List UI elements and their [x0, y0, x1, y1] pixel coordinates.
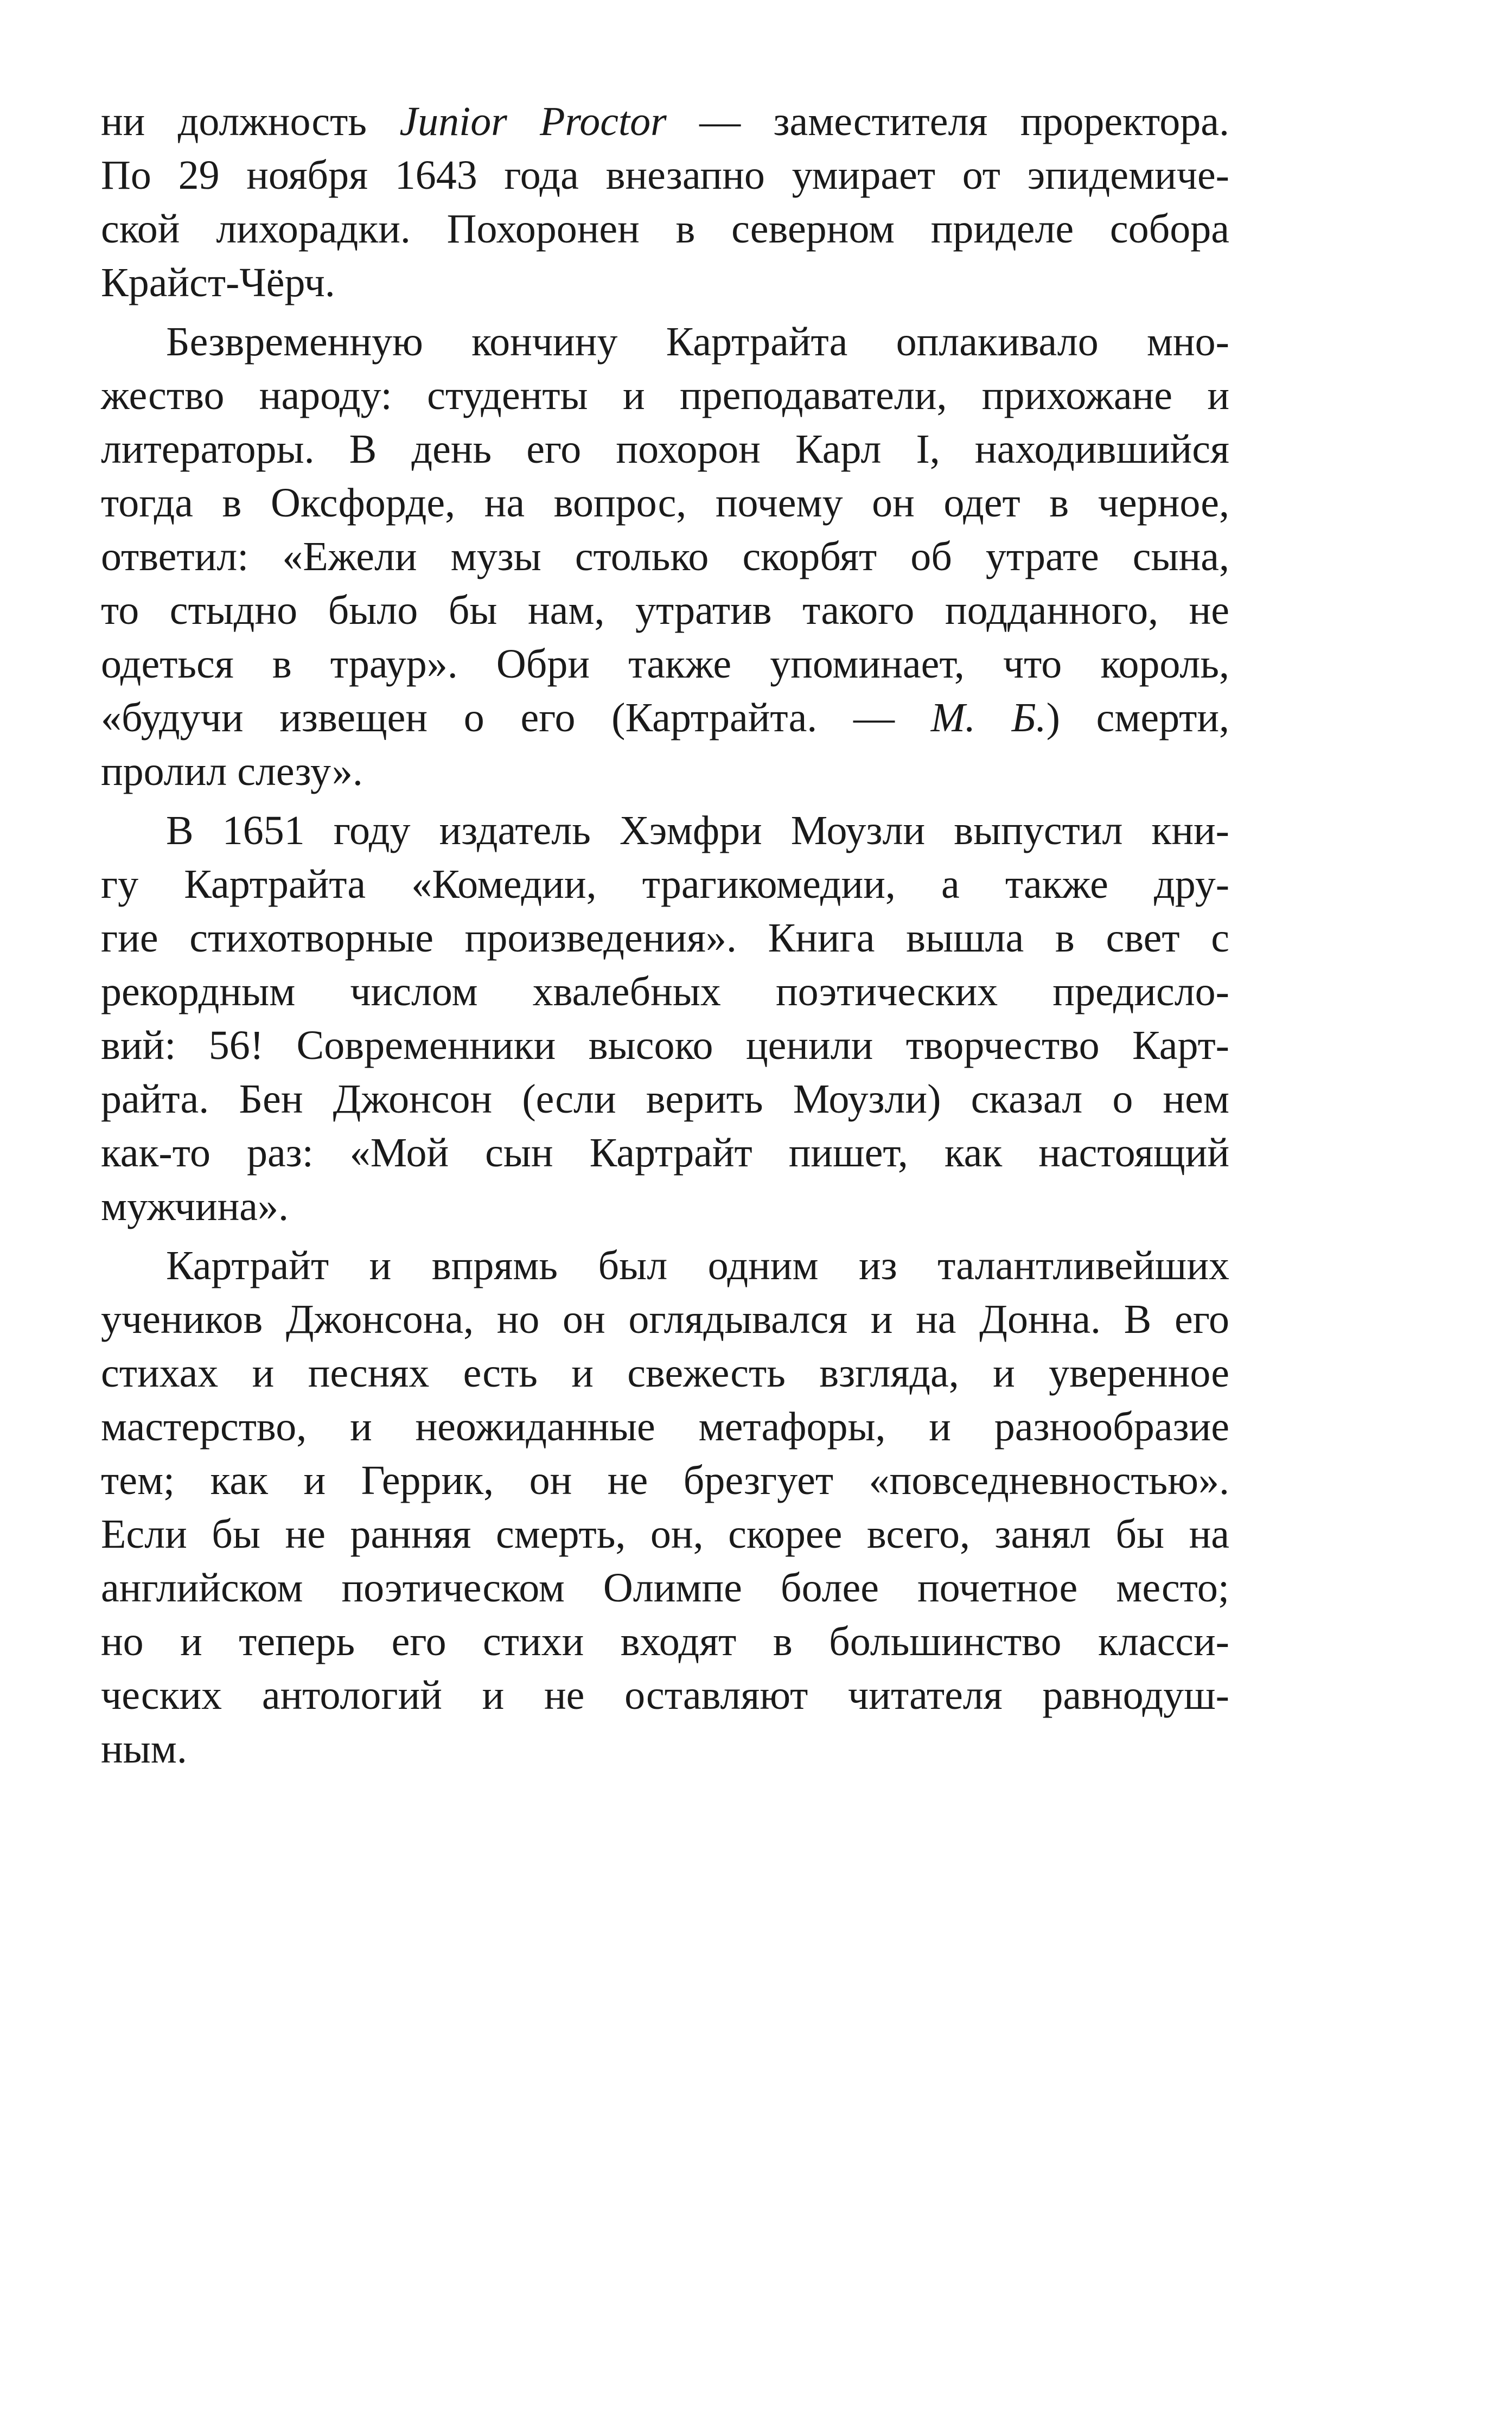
text-line: Крайст-Чёрч.	[101, 260, 335, 305]
text-line: пролил слезу».	[101, 749, 363, 794]
page-text	[101, 95, 1229, 1776]
paragraph	[101, 804, 1229, 1234]
paragraph	[101, 1239, 1229, 1776]
paragraph	[101, 95, 1229, 310]
text-line: литераторы. В день его похорон Карл I, находившийся	[101, 426, 1229, 472]
text-line: ни должность Junior Proctor — заместителя проректора.	[101, 99, 1229, 144]
text-line: ответил: «Ежели музы столько скорбят об утрате сына,	[101, 534, 1229, 579]
text-line: английском поэтическом Олимпе более почетное место;	[101, 1565, 1229, 1611]
text-line: ческих антологий и не оставляют читателя равнодуш-	[101, 1672, 1229, 1718]
text-line: Безвременную кончину Картрайта оплакивало мно-	[166, 319, 1229, 365]
text-line: жество народу: студенты и преподаватели, прихожане и	[101, 373, 1229, 418]
text-line: ской лихорадки. Похоронен в северном приделе собора	[101, 206, 1229, 252]
text-line: мужчина».	[101, 1184, 289, 1229]
text-line: как-то раз: «Мой сын Картрайт пишет, как настоящий	[101, 1130, 1229, 1176]
text-line: одеться в траур». Обри также упоминает, что король,	[101, 641, 1229, 687]
text-line: вий: 56! Современники высоко ценили творчество Карт-	[101, 1023, 1229, 1068]
emphasis: Junior Proctor	[399, 99, 667, 144]
text-line: Картрайт и впрямь был одним из талантливейших	[166, 1243, 1229, 1288]
text-line: тогда в Оксфорде, на вопрос, почему он одет в черное,	[101, 480, 1229, 526]
emphasis: М. Б.	[930, 695, 1047, 741]
text-line: мастерство, и неожиданные метафоры, и разнообразие	[101, 1404, 1229, 1450]
text-line: стихах и песнях есть и свежесть взгляда, и уверенное	[101, 1350, 1229, 1396]
text-line: гу Картрайта «Комедии, трагикомедии, а также дру-	[101, 861, 1229, 907]
text-line: но и теперь его стихи входят в большинство класси-	[101, 1619, 1229, 1664]
text-line: гие стихотворные произведения». Книга вышла в свет с	[101, 915, 1229, 961]
text-line: Если бы не ранняя смерть, он, скорее всего, занял бы на	[101, 1511, 1229, 1557]
text-line: рекордным числом хвалебных поэтических предисло-	[101, 969, 1229, 1014]
text-line: ным.	[101, 1726, 187, 1772]
paragraph	[101, 315, 1229, 799]
text-line: то стыдно было бы нам, утратив такого подданного, не	[101, 588, 1229, 633]
text-line: райта. Бен Джонсон (если верить Моузли) сказал о нем	[101, 1076, 1229, 1122]
text-line: тем; как и Геррик, он не брезгует «повседневностью».	[101, 1458, 1229, 1503]
text-line: учеников Джонсона, но он оглядывался и на Донна. В его	[101, 1297, 1229, 1342]
text-line: По 29 ноября 1643 года внезапно умирает от эпидемиче-	[101, 152, 1229, 198]
text-line: «будучи извещен о его (Картрайта. — М. Б.) смерти,	[101, 695, 1230, 741]
text-line: В 1651 году издатель Хэмфри Моузли выпустил кни-	[166, 808, 1229, 853]
